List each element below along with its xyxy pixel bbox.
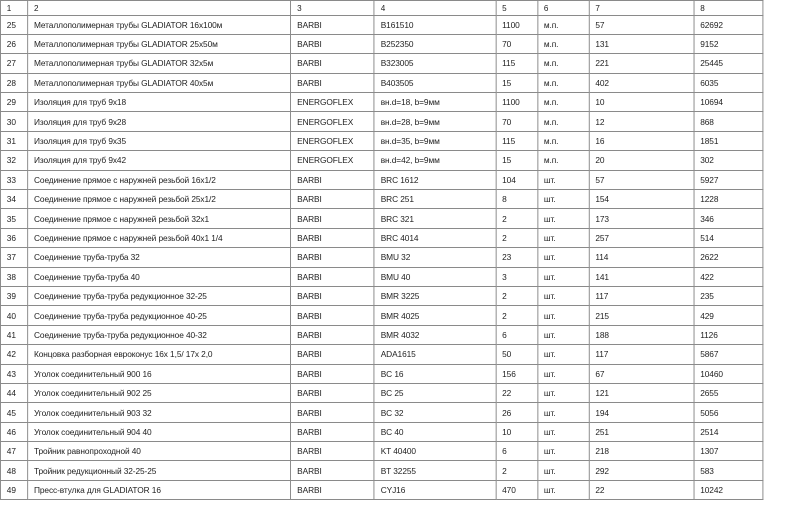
header-cell-1: 1 [0,1,27,16]
quantity-cell: 8 [496,190,538,209]
unit-cell: шт. [538,383,589,402]
row-number-cell: 42 [0,345,27,364]
quantity-cell: 156 [496,364,538,383]
unit-cell: м.п. [538,54,589,73]
unit-cell: м.п. [538,93,589,112]
manufacturer-cell: BARBI [291,170,375,189]
row-number-cell: 39 [0,286,27,305]
unit-cell: м.п. [538,15,589,34]
total-sum-cell: 5056 [694,403,763,422]
total-sum-cell: 422 [694,267,763,286]
unit-cell: шт. [538,461,589,480]
table-row [0,228,762,247]
row-number-cell: 40 [0,306,27,325]
article-code-cell: BMU 40 [374,267,495,286]
item-name-cell: Изоляция для труб 9x18 [28,93,291,112]
unit-cell: м.п. [538,131,589,150]
item-name-cell: Соединение труба-труба 32 [28,248,291,267]
row-number-cell: 49 [0,480,27,499]
article-code-cell: BC 25 [374,383,495,402]
article-code-cell: BRC 1612 [374,170,495,189]
unit-cell: шт. [538,442,589,461]
header-cell-7: 7 [589,1,694,16]
item-name-cell: Соединение прямое с наружней резьбой 40x1 1/4 [28,228,291,247]
table-row [0,442,762,461]
manufacturer-cell: ENERGOFLEX [291,93,375,112]
row-number-cell: 32 [0,151,27,170]
article-code-cell: KT 40400 [374,442,495,461]
table-row [0,209,762,228]
quantity-cell: 70 [496,34,538,53]
unit-cell: шт. [538,267,589,286]
header-cell-4: 4 [374,1,495,16]
unit-price-cell: 215 [589,306,694,325]
row-number-cell: 47 [0,442,27,461]
article-code-cell: BRC 4014 [374,228,495,247]
unit-price-cell: 292 [589,461,694,480]
unit-price-cell: 251 [589,422,694,441]
manufacturer-cell: BARBI [291,267,375,286]
row-number-cell: 35 [0,209,27,228]
manufacturer-cell: BARBI [291,422,375,441]
article-code-cell: вн.d=28, b=9мм [374,112,495,131]
unit-price-cell: 20 [589,151,694,170]
manufacturer-cell: BARBI [291,364,375,383]
item-name-cell: Пресс-втулка для GLADIATOR 16 [28,480,291,499]
article-code-cell: BMR 4025 [374,306,495,325]
header-cell-6: 6 [538,1,589,16]
unit-price-cell: 188 [589,325,694,344]
article-code-cell: BMU 32 [374,248,495,267]
item-name-cell: Металлополимерная трубы GLADIATOR 40x5м [28,73,291,92]
article-code-cell: BT 32255 [374,461,495,480]
row-number-cell: 36 [0,228,27,247]
quantity-cell: 104 [496,170,538,189]
unit-cell: шт. [538,480,589,499]
row-number-cell: 27 [0,54,27,73]
table-row [0,170,762,189]
unit-cell: шт. [538,364,589,383]
unit-price-cell: 141 [589,267,694,286]
table-row [0,131,762,150]
manufacturer-cell: BARBI [291,15,375,34]
row-number-cell: 43 [0,364,27,383]
header-cell-5: 5 [496,1,538,16]
row-number-cell: 31 [0,131,27,150]
quantity-cell: 115 [496,54,538,73]
table-row [0,383,762,402]
quantity-cell: 6 [496,325,538,344]
total-sum-cell: 302 [694,151,763,170]
quantity-cell: 26 [496,403,538,422]
row-number-cell: 25 [0,15,27,34]
item-name-cell: Соединение прямое с наружней резьбой 25x1/2 [28,190,291,209]
quantity-cell: 15 [496,73,538,92]
quantity-cell: 2 [496,209,538,228]
quantity-cell: 6 [496,442,538,461]
article-code-cell: BRC 251 [374,190,495,209]
manufacturer-cell: BARBI [291,54,375,73]
item-name-cell: Металлополимерная трубы GLADIATOR 16x100м [28,15,291,34]
article-code-cell: B252350 [374,34,495,53]
manufacturer-cell: BARBI [291,383,375,402]
total-sum-cell: 583 [694,461,763,480]
row-number-cell: 26 [0,34,27,53]
row-number-cell: 30 [0,112,27,131]
article-code-cell: CYJ16 [374,480,495,499]
row-number-cell: 44 [0,383,27,402]
total-sum-cell: 1851 [694,131,763,150]
unit-cell: шт. [538,345,589,364]
article-code-cell: B161510 [374,15,495,34]
unit-price-cell: 16 [589,131,694,150]
total-sum-cell: 2655 [694,383,763,402]
header-cell-3: 3 [291,1,375,16]
quantity-cell: 1100 [496,93,538,112]
table-row [0,112,762,131]
quantity-cell: 2 [496,286,538,305]
row-number-cell: 45 [0,403,27,422]
manufacturer-cell: BARBI [291,403,375,422]
total-sum-cell: 2514 [694,422,763,441]
item-name-cell: Соединение труба-труба редукционное 32-25 [28,286,291,305]
total-sum-cell: 6035 [694,73,763,92]
unit-price-cell: 218 [589,442,694,461]
table-row [0,248,762,267]
article-code-cell: вн.d=42, b=9мм [374,151,495,170]
total-sum-cell: 5927 [694,170,763,189]
manufacturer-cell: BARBI [291,248,375,267]
row-number-cell: 37 [0,248,27,267]
table-row [0,480,762,499]
unit-price-cell: 131 [589,34,694,53]
unit-cell: м.п. [538,73,589,92]
row-number-cell: 41 [0,325,27,344]
item-name-cell: Тройник равнопроходной 40 [28,442,291,461]
unit-cell: шт. [538,248,589,267]
unit-cell: шт. [538,190,589,209]
table-row [0,73,762,92]
article-code-cell: BRC 321 [374,209,495,228]
item-name-cell: Уголок соединительный 902 25 [28,383,291,402]
row-number-cell: 48 [0,461,27,480]
item-name-cell: Соединение труба-труба редукционное 40-25 [28,306,291,325]
unit-price-cell: 121 [589,383,694,402]
quantity-cell: 470 [496,480,538,499]
item-name-cell: Изоляция для труб 9x35 [28,131,291,150]
article-code-cell: вн.d=35, b=9мм [374,131,495,150]
unit-price-cell: 194 [589,403,694,422]
row-number-cell: 34 [0,190,27,209]
unit-price-cell: 114 [589,248,694,267]
total-sum-cell: 1228 [694,190,763,209]
total-sum-cell: 514 [694,228,763,247]
article-code-cell: B323005 [374,54,495,73]
quantity-cell: 1100 [496,15,538,34]
unit-cell: м.п. [538,112,589,131]
row-number-cell: 29 [0,93,27,112]
table-row [0,267,762,286]
quantity-cell: 2 [496,228,538,247]
total-sum-cell: 9152 [694,34,763,53]
total-sum-cell: 10460 [694,364,763,383]
table-row [0,15,762,34]
total-sum-cell: 1126 [694,325,763,344]
manufacturer-cell: BARBI [291,325,375,344]
quantity-cell: 50 [496,345,538,364]
quantity-cell: 22 [496,383,538,402]
table-row [0,325,762,344]
article-code-cell: BC 32 [374,403,495,422]
total-sum-cell: 346 [694,209,763,228]
item-name-cell: Изоляция для труб 9x28 [28,112,291,131]
total-sum-cell: 429 [694,306,763,325]
table-row [0,190,762,209]
unit-cell: шт. [538,228,589,247]
table-row [0,34,762,53]
unit-price-cell: 57 [589,15,694,34]
manufacturer-cell: ENERGOFLEX [291,131,375,150]
table-row [0,422,762,441]
total-sum-cell: 10694 [694,93,763,112]
item-name-cell: Соединение прямое с наружней резьбой 32x1 [28,209,291,228]
row-number-cell: 38 [0,267,27,286]
unit-cell: шт. [538,306,589,325]
total-sum-cell: 235 [694,286,763,305]
item-name-cell: Металлополимерная трубы GLADIATOR 32x5м [28,54,291,73]
total-sum-cell: 1307 [694,442,763,461]
quantity-cell: 10 [496,422,538,441]
quantity-cell: 3 [496,267,538,286]
unit-cell: м.п. [538,34,589,53]
table-row [0,461,762,480]
total-sum-cell: 2622 [694,248,763,267]
item-name-cell: Соединение труба-труба редукционное 40-32 [28,325,291,344]
table-row [0,345,762,364]
manufacturer-cell: BARBI [291,228,375,247]
unit-price-cell: 117 [589,345,694,364]
unit-price-cell: 57 [589,170,694,189]
header-cell-2: 2 [28,1,291,16]
article-code-cell: вн.d=18, b=9мм [374,93,495,112]
unit-cell: шт. [538,325,589,344]
manufacturer-cell: BARBI [291,286,375,305]
row-number-cell: 46 [0,422,27,441]
unit-price-cell: 22 [589,480,694,499]
item-name-cell: Уголок соединительный 900 16 [28,364,291,383]
item-name-cell: Тройник редукционный 32-25-25 [28,461,291,480]
unit-price-cell: 12 [589,112,694,131]
article-code-cell: BMR 3225 [374,286,495,305]
unit-price-cell: 173 [589,209,694,228]
manufacturer-cell: ENERGOFLEX [291,151,375,170]
item-name-cell: Изоляция для труб 9x42 [28,151,291,170]
quantity-cell: 2 [496,306,538,325]
unit-price-cell: 10 [589,93,694,112]
unit-cell: шт. [538,422,589,441]
unit-price-cell: 154 [589,190,694,209]
table-row [0,54,762,73]
header-cell-8: 8 [694,1,763,16]
manufacturer-cell: BARBI [291,209,375,228]
unit-price-cell: 117 [589,286,694,305]
article-code-cell: BMR 4032 [374,325,495,344]
article-code-cell: BC 16 [374,364,495,383]
table-row [0,403,762,422]
unit-price-cell: 257 [589,228,694,247]
manufacturer-cell: BARBI [291,442,375,461]
unit-cell: шт. [538,170,589,189]
total-sum-cell: 5867 [694,345,763,364]
item-name-cell: Уголок соединительный 903 32 [28,403,291,422]
manufacturer-cell: BARBI [291,190,375,209]
article-code-cell: ADA1615 [374,345,495,364]
table-row [0,364,762,383]
unit-price-cell: 402 [589,73,694,92]
row-number-cell: 33 [0,170,27,189]
manufacturer-cell: BARBI [291,73,375,92]
unit-price-cell: 221 [589,54,694,73]
row-number-cell: 28 [0,73,27,92]
table-row [0,306,762,325]
quantity-cell: 15 [496,151,538,170]
quantity-cell: 23 [496,248,538,267]
quantity-cell: 2 [496,461,538,480]
total-sum-cell: 868 [694,112,763,131]
unit-price-cell: 67 [589,364,694,383]
item-name-cell: Уголок соединительный 904 40 [28,422,291,441]
unit-cell: шт. [538,286,589,305]
article-code-cell: B403505 [374,73,495,92]
total-sum-cell: 10242 [694,480,763,499]
manufacturer-cell: BARBI [291,345,375,364]
manufacturer-cell: BARBI [291,461,375,480]
quantity-cell: 70 [496,112,538,131]
total-sum-cell: 62692 [694,15,763,34]
unit-cell: м.п. [538,151,589,170]
table-row [0,286,762,305]
item-name-cell: Концовка разборная евроконус 16x 1,5/ 17x 2,0 [28,345,291,364]
item-name-cell: Металлополимерная трубы GLADIATOR 25x50м [28,34,291,53]
total-sum-cell: 25445 [694,54,763,73]
manufacturer-cell: BARBI [291,480,375,499]
quantity-cell: 115 [496,131,538,150]
item-name-cell: Соединение прямое с наружней резьбой 16x1/2 [28,170,291,189]
manufacturer-cell: BARBI [291,34,375,53]
manufacturer-cell: BARBI [291,306,375,325]
unit-cell: шт. [538,209,589,228]
table-row [0,151,762,170]
table-row [0,93,762,112]
manufacturer-cell: ENERGOFLEX [291,112,375,131]
header-row [0,1,762,16]
unit-cell: шт. [538,403,589,422]
item-name-cell: Соединение труба-труба 40 [28,267,291,286]
article-code-cell: BC 40 [374,422,495,441]
